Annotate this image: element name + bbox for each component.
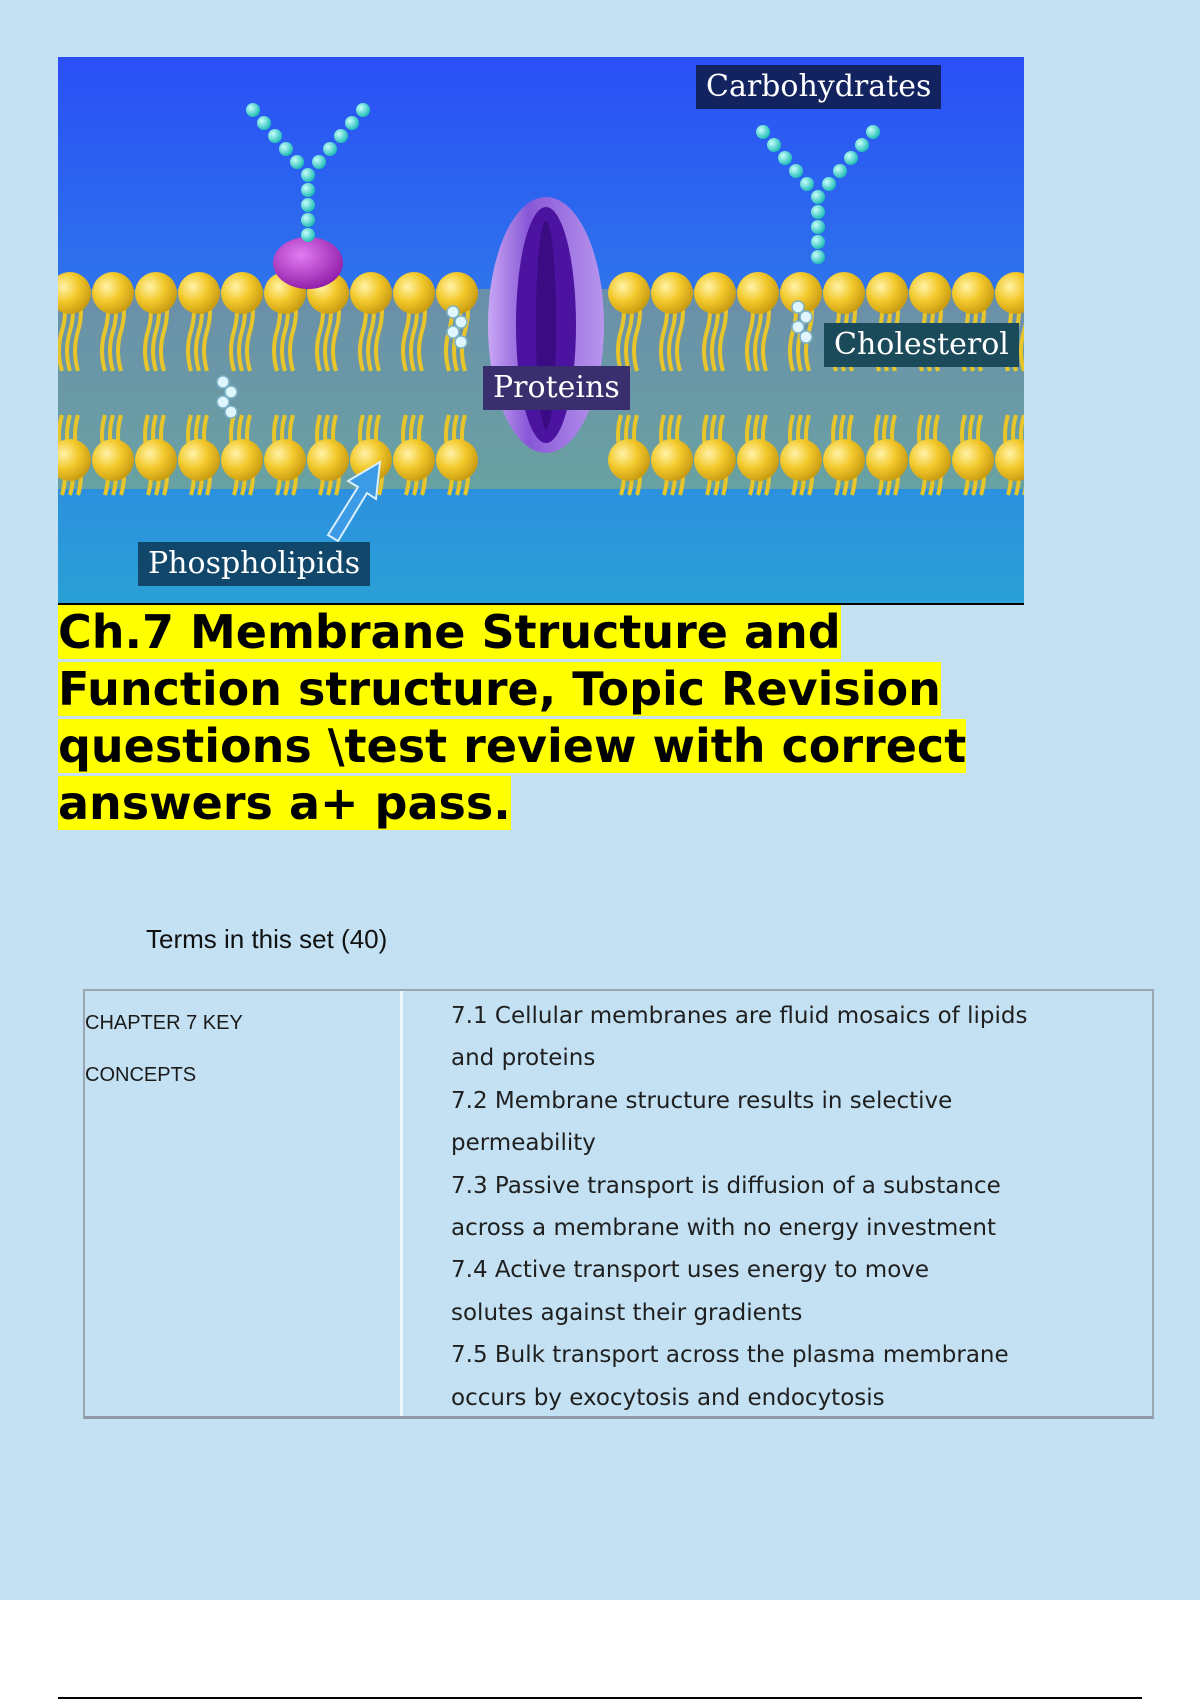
lipid-head xyxy=(952,439,994,481)
lipid-head xyxy=(393,439,435,481)
label-cholesterol: Cholesterol xyxy=(824,323,1019,367)
title-line: Ch.7 Membrane Structure and xyxy=(58,605,841,659)
lipid-head xyxy=(178,439,220,481)
lipid-head xyxy=(92,439,134,481)
lipid-head xyxy=(866,272,908,314)
lipid-head xyxy=(221,272,263,314)
sugar-bead xyxy=(356,103,370,117)
lipid-head xyxy=(651,439,693,481)
lipid-head xyxy=(823,272,865,314)
lipid-head xyxy=(307,439,349,481)
sugar-bead xyxy=(800,177,814,191)
cholesterol-ring xyxy=(800,311,812,323)
title-line: answers a+ pass. xyxy=(58,776,511,830)
cholesterol-ring xyxy=(792,301,804,313)
definition-line: across a membrane with no energy investment xyxy=(451,1215,996,1242)
sugar-bead xyxy=(257,116,271,130)
lipid-head xyxy=(694,272,736,314)
lipid-head xyxy=(178,272,220,314)
definition-cell xyxy=(403,991,1152,1416)
sugar-bead xyxy=(866,125,880,139)
transmembrane-protein xyxy=(488,197,604,453)
sugar-bead xyxy=(811,250,825,264)
cholesterol-ring xyxy=(217,376,229,388)
cholesterol-ring xyxy=(447,326,459,338)
cholesterol-ring xyxy=(447,306,459,318)
lipid-head xyxy=(608,272,650,314)
label-carbohydrates: Carbohydrates xyxy=(696,65,941,109)
definition-line: and proteins xyxy=(451,1045,596,1072)
definition-line: 7.1 Cellular membranes are fluid mosaics of lipids xyxy=(451,1003,1028,1029)
sugar-bead xyxy=(268,129,282,143)
sugar-bead xyxy=(811,220,825,234)
cholesterol-ring xyxy=(800,331,812,343)
sugar-bead xyxy=(756,125,770,139)
label-phospholipids: Phospholipids xyxy=(138,542,370,586)
sugar-bead xyxy=(345,116,359,130)
sugar-bead xyxy=(312,155,326,169)
lipid-head xyxy=(350,272,392,314)
glycoprotein xyxy=(273,237,343,289)
sugar-bead xyxy=(301,183,315,197)
cholesterol-ring xyxy=(217,396,229,408)
sugar-bead xyxy=(301,198,315,212)
sugar-bead xyxy=(301,213,315,227)
sugar-bead xyxy=(334,129,348,143)
sugar-bead xyxy=(767,138,781,152)
label-proteins: Proteins xyxy=(483,366,630,410)
definition-line: 7.5 Bulk transport across the plasma membrane xyxy=(451,1342,1009,1369)
lipid-head xyxy=(694,439,736,481)
sugar-bead xyxy=(290,155,304,169)
sugar-bead xyxy=(246,103,260,117)
title-line: questions \test review with correct xyxy=(58,719,967,773)
terms-count-heading: Terms in this set (40) xyxy=(146,924,388,954)
cholesterol-ring xyxy=(455,336,467,348)
lipid-head xyxy=(737,272,779,314)
lipid-head xyxy=(221,439,263,481)
definition-line: occurs by exocytosis and endocytosis xyxy=(451,1384,885,1411)
sugar-bead xyxy=(811,190,825,204)
document-title xyxy=(58,604,1038,832)
sugar-bead xyxy=(301,168,315,182)
lipid-head xyxy=(866,439,908,481)
lipid-head xyxy=(135,439,177,481)
lipid-head xyxy=(780,439,822,481)
cholesterol-ring xyxy=(225,386,237,398)
sugar-bead xyxy=(811,205,825,219)
definition-line: 7.3 Passive transport is diffusion of a substance xyxy=(451,1172,1001,1199)
sugar-bead xyxy=(833,164,847,178)
lipid-head xyxy=(436,439,478,481)
lipid-head xyxy=(608,439,650,481)
term-text: CONCEPTS xyxy=(85,1064,197,1086)
cholesterol-ring xyxy=(792,321,804,333)
sugar-bead xyxy=(811,235,825,249)
terms-table xyxy=(83,989,1154,1419)
lipid-head xyxy=(92,272,134,314)
lipid-head xyxy=(264,439,306,481)
cholesterol-ring xyxy=(455,316,467,328)
sugar-bead xyxy=(323,142,337,156)
lipid-head xyxy=(823,439,865,481)
sugar-bead xyxy=(855,138,869,152)
sugar-bead xyxy=(822,177,836,191)
sugar-bead xyxy=(778,151,792,165)
footer-rule xyxy=(58,1697,1142,1699)
term-cell xyxy=(85,991,403,1416)
definition-line: permeability xyxy=(451,1130,596,1157)
lipid-head xyxy=(952,272,994,314)
cholesterol-ring xyxy=(225,406,237,418)
term-text: CHAPTER 7 KEY xyxy=(85,1012,243,1034)
sugar-bead xyxy=(301,228,315,242)
sugar-bead xyxy=(844,151,858,165)
definition-line: 7.4 Active transport uses energy to move xyxy=(451,1257,930,1284)
lipid-head xyxy=(909,272,951,314)
lipid-head xyxy=(393,272,435,314)
title-line: Function structure, Topic Revision xyxy=(58,662,941,716)
lipid-head xyxy=(135,272,177,314)
sugar-bead xyxy=(279,142,293,156)
sugar-bead xyxy=(789,164,803,178)
definition-line: solutes against their gradients xyxy=(451,1299,803,1326)
definition-line: 7.2 Membrane structure results in selective xyxy=(451,1087,953,1114)
membrane-figure xyxy=(58,57,1024,605)
lipid-head xyxy=(737,439,779,481)
lipid-head xyxy=(651,272,693,314)
lipid-head xyxy=(909,439,951,481)
